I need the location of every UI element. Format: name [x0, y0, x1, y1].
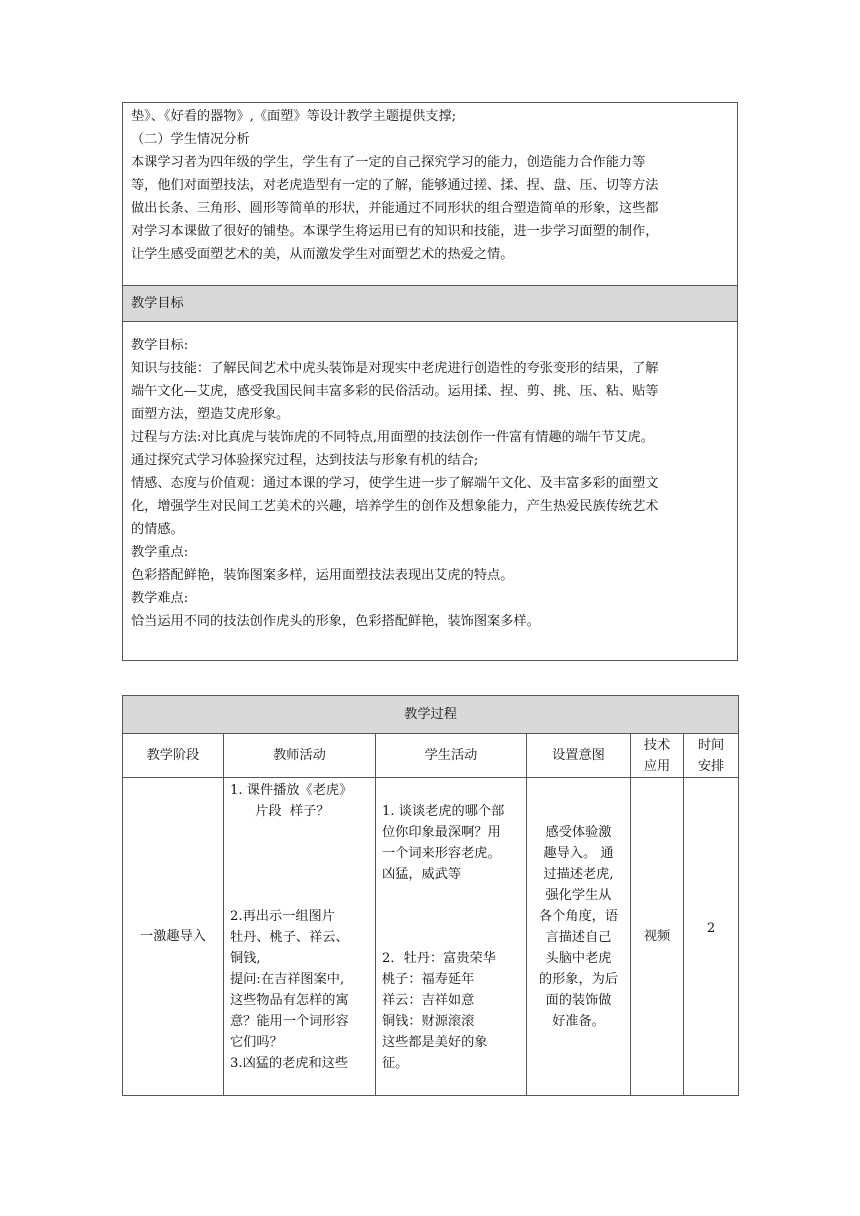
spacer	[230, 843, 369, 864]
header-time-line: 安排	[697, 758, 725, 774]
difficulties-label: 教学难点:	[131, 591, 189, 606]
text-line: 等，他们对面塑技法，对老虎造型有一定的了解，能够通过搓、揉、捏、盘、压、切等方法	[131, 178, 659, 193]
text-line: 牡丹、桃子、祥云、	[230, 930, 349, 945]
student-analysis-cell	[123, 103, 738, 286]
text-line: 头脑中老虎	[545, 951, 612, 966]
text-line: 1. 课件播放《老虎》	[230, 783, 353, 798]
text-line: 这些都是美好的象	[382, 1035, 488, 1050]
text-line: 1. 谈谈老虎的哪个部	[382, 804, 505, 819]
text-line: 征。	[382, 1056, 409, 1071]
text-line: 意？能用一个词形容	[230, 1014, 349, 1029]
text-line: 的情感。	[131, 522, 184, 537]
text-line: 提问:在吉祥图案中,	[230, 972, 345, 987]
text-line: 祥云：吉祥如意	[382, 993, 475, 1008]
header-stage: 教学阶段	[123, 734, 224, 778]
objectives-label: 教学目标:	[131, 338, 189, 353]
process-table	[122, 695, 739, 1096]
text-line: 各个角度，语	[538, 909, 619, 924]
header-student: 学生活动	[376, 734, 527, 778]
text-line: 情感、态度与价值观：通过本课的学习，使学生进一步了解端午文化、及丰富多彩的面塑文	[131, 476, 659, 491]
text-line: 凶猛，威武等	[382, 867, 462, 882]
analysis-table	[122, 102, 738, 661]
stage-cell: 一激趣导入	[123, 778, 224, 1096]
section-heading: （二）学生情况分析	[131, 132, 250, 147]
text-line: 色彩搭配鲜艳，装饰图案多样，运用面塑技法表现出艾虎的特点。	[131, 568, 514, 583]
text-line: 铜钱：财源滚滚	[382, 1014, 475, 1029]
text-line: 垫》、《好看的器物》,《面塑》等设计教学主题提供支撑;	[131, 109, 457, 124]
text-line: 3.凶猛的老虎和这些	[230, 1056, 349, 1071]
text-line: 位你印象最深啊？用	[382, 825, 501, 840]
header-intent: 设置意图	[527, 734, 631, 778]
teacher-activity-cell	[224, 778, 376, 1096]
time-cell: 2	[684, 778, 739, 1096]
text-line: 对学习本课做了很好的铺垫。本课学生将运用已有的知识和技能，进一步学习面塑的制作，	[131, 224, 659, 239]
spacer	[230, 822, 369, 843]
header-time-line: 时间	[697, 737, 725, 753]
objectives-heading: 教学目标	[123, 286, 738, 322]
text-line: 端午文化—艾虎，感受我国民间丰富多彩的民俗活动。运用揉、捏、剪、挑、压、粘、贴等	[131, 384, 659, 399]
text-line: 面塑方法，塑造艾虎形象。	[131, 407, 290, 422]
text-line: 铜钱,	[230, 951, 261, 966]
key-points-label: 教学重点:	[131, 545, 189, 560]
text-line: 强化学生从	[545, 888, 612, 903]
text-line: 面的装饰做	[545, 993, 612, 1008]
header-time	[684, 734, 739, 778]
spacer	[382, 906, 520, 927]
text-line: 做出长条、三角形、圆形等简单的形状，并能通过不同形状的组合塑造简单的形象，这些都	[131, 201, 659, 216]
text-line: 2．牡丹：富贵荣华	[382, 951, 496, 966]
header-tech	[631, 734, 684, 778]
text-line: 它们吗？	[230, 1035, 283, 1050]
student-activity-cell	[376, 778, 527, 1096]
text-line: 好准备。	[552, 1014, 605, 1029]
intent-cell	[527, 778, 631, 1096]
text-line: 化，增强学生对民间工艺美术的兴趣，培养学生的创作及想象能力，产生热爱民族传统艺术	[131, 499, 659, 514]
spacer	[230, 885, 369, 906]
text-line: 知识与技能：了解民间艺术中虎头装饰是对现实中老虎进行创造性的夸张变形的结果，了解	[131, 361, 659, 376]
text-line: 过描述老虎,	[543, 867, 614, 882]
text-line: 趣导入。 通	[543, 846, 614, 861]
text-line: 2.再出示一组图片	[230, 909, 335, 924]
text-line: 通过探究式学习体验探究过程，达到技法与形象有机的结合;	[131, 453, 479, 468]
text-line: 过程与方法:对比真虎与装饰虎的不同特点,用面塑的技法创作一件富有情趣的端午节艾虎。	[131, 430, 654, 445]
spacer	[230, 864, 369, 885]
spacer	[382, 927, 520, 948]
header-teacher: 教师活动	[224, 734, 376, 778]
text-line: 让学生感受面塑艺术的美，从而激发学生对面塑艺术的热爱之情。	[131, 247, 514, 262]
text-line: 的形象，为后	[538, 972, 619, 987]
text-line: 这些物品有怎样的寓	[230, 993, 349, 1008]
text-line: 桃子：福寿延年	[382, 972, 475, 987]
text-line: 言描述自己	[545, 930, 612, 945]
text-line: 片段 样子？	[230, 804, 330, 819]
process-title: 教学过程	[123, 696, 739, 734]
objectives-cell	[123, 322, 738, 661]
tech-cell: 视频	[631, 778, 684, 1096]
header-tech-line: 应用	[643, 758, 671, 774]
text-line: 恰当运用不同的技法创作虎头的形象，色彩搭配鲜艳，装饰图案多样。	[131, 614, 540, 629]
spacer	[382, 885, 520, 906]
text-line: 一个词来形容老虎。	[382, 846, 501, 861]
header-tech-line: 技术	[643, 737, 671, 753]
text-line: 感受体验激	[545, 825, 612, 840]
text-line: 本课学习者为四年级的学生，学生有了一定的自己探究学习的能力，创造能力合作能力等	[131, 155, 646, 170]
